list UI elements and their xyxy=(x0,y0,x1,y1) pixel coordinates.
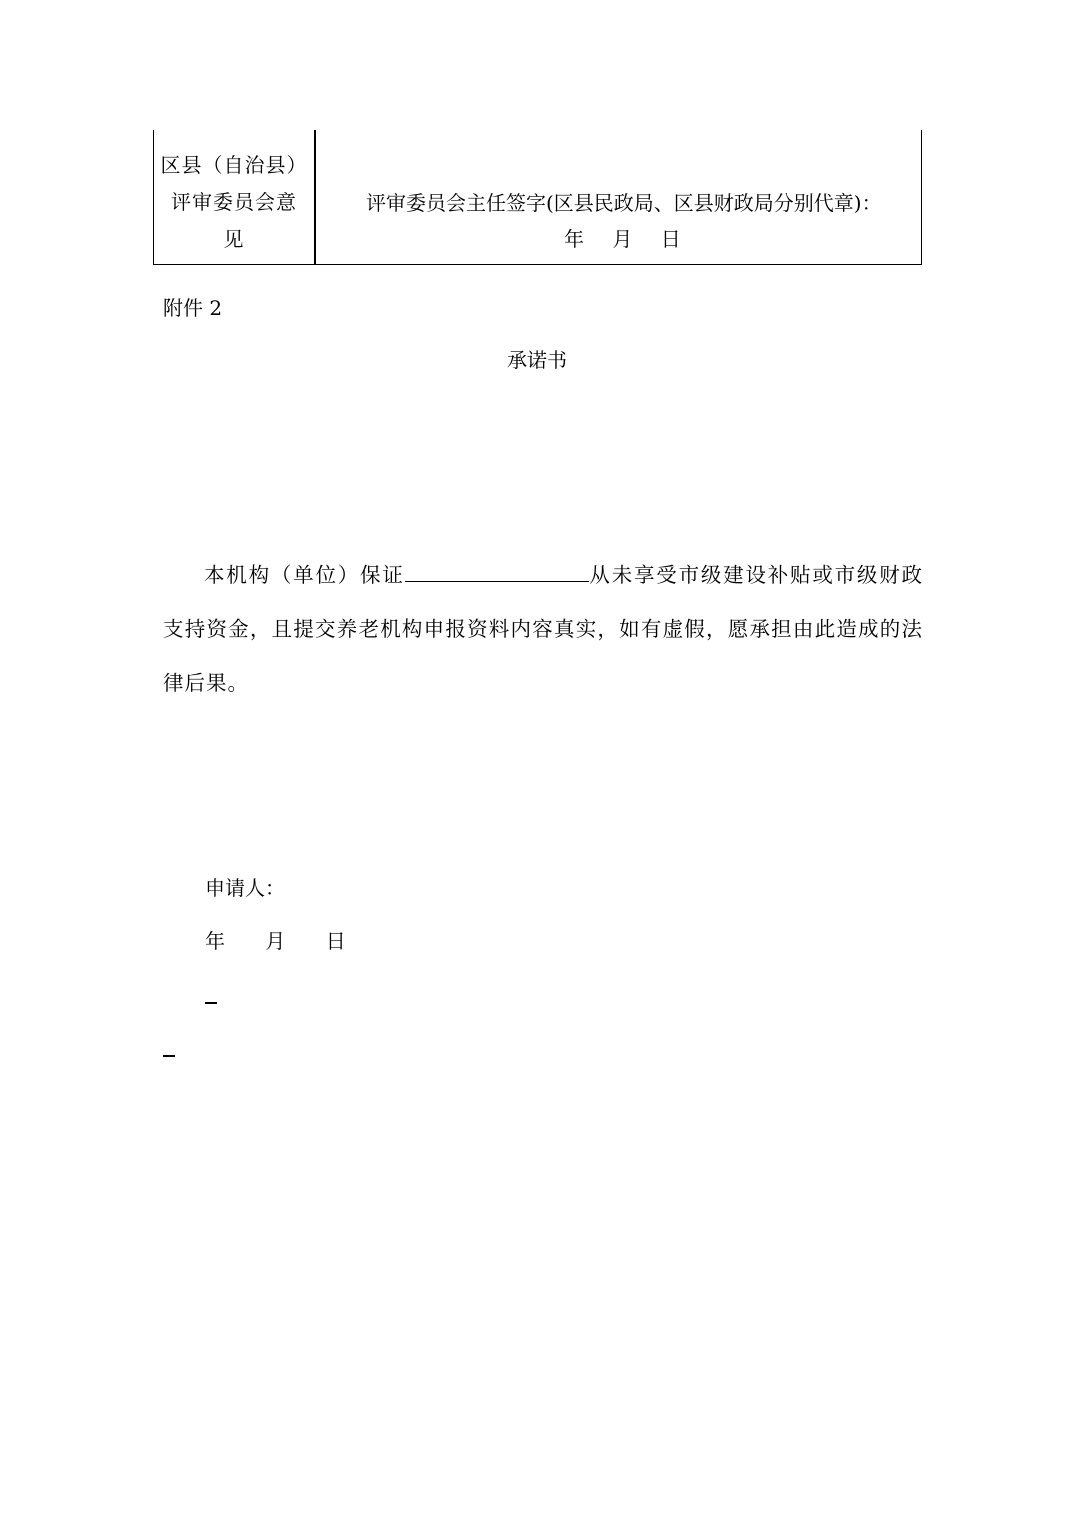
table-column-divider xyxy=(314,130,316,264)
review-table xyxy=(153,130,922,265)
review-date-day: 日 xyxy=(660,227,681,251)
pledge-text-start: 本机构（单位）保证 xyxy=(204,563,405,587)
signature-date xyxy=(205,925,380,954)
pledge-text-rest: 从未享受市级建设补贴或市级财政支持资金，且提交养老机构申报资料内容真实，如有虚假，愿承担由此造成的法律后果。 xyxy=(163,563,923,695)
signature-date-year: 年 xyxy=(205,929,225,953)
pledge-paragraph xyxy=(163,548,923,710)
signature-date-month: 月 xyxy=(265,929,286,953)
document-title: 承诺书 xyxy=(507,348,567,372)
review-date-month: 月 xyxy=(612,227,633,251)
attachment-label: 附件 2 xyxy=(163,296,223,320)
label-line-1: 区县（自治县） xyxy=(160,153,308,177)
label-line-3: 见 xyxy=(223,227,245,251)
label-line-2: 评审委员会意 xyxy=(171,190,297,214)
signature-date-day: 日 xyxy=(325,929,346,953)
review-date-year: 年 xyxy=(564,227,584,251)
chairman-signature-text: 评审委员会主任签字(区县民政局、区县财政局分别代章)： xyxy=(366,191,882,215)
committee-opinion-label xyxy=(154,147,314,258)
dash-mark xyxy=(205,1002,217,1004)
organization-name-blank[interactable] xyxy=(405,561,589,582)
applicant-label: 申请人： xyxy=(205,876,285,900)
review-date xyxy=(564,223,703,252)
dash-mark xyxy=(163,1055,175,1057)
